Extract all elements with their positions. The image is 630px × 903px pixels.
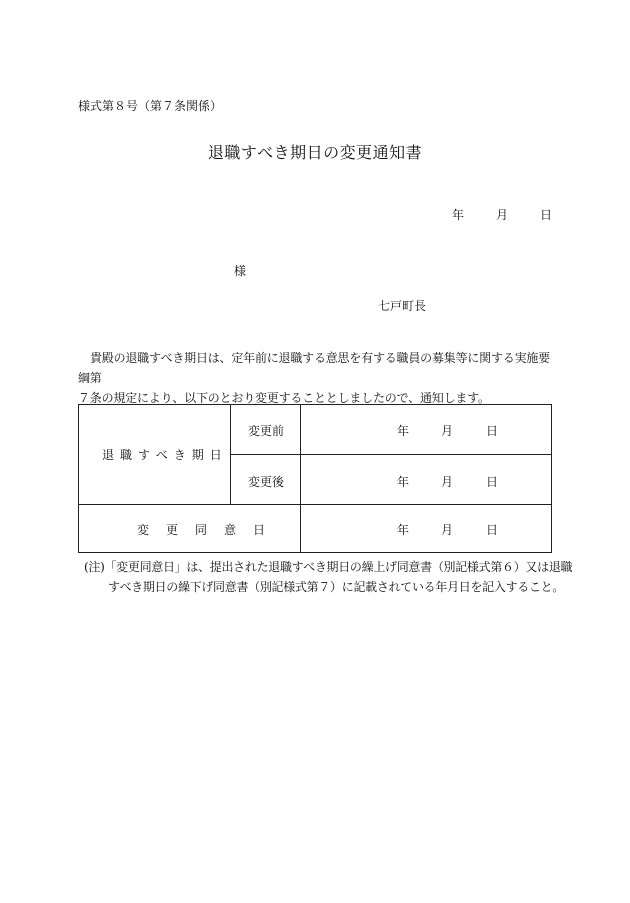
table-divider-label-date bbox=[300, 404, 301, 505]
before-date-month: 月 bbox=[441, 424, 454, 438]
notice-body-line-1: 貴殿の退職すべき期日は、定年前に退職する意思を有する職員の募集等に関する実施要綱第 bbox=[78, 351, 550, 385]
consent-date-day: 日 bbox=[486, 523, 499, 537]
table-divider-before-after bbox=[230, 454, 552, 455]
notice-body bbox=[78, 348, 554, 408]
addressee-suffix: 様 bbox=[234, 264, 247, 278]
after-date-month: 月 bbox=[441, 475, 454, 489]
note-line-1: (注)「変更同意日」は、提出された退職すべき期日の繰上げ同意書（別記様式第６）又は退職 bbox=[84, 560, 573, 574]
note-line-2: すべき期日の繰下げ同意書（別記様式第７）に記載されている年月日を記入すること。 bbox=[108, 580, 565, 594]
before-change-label: 変更前 bbox=[248, 424, 285, 438]
date-day-label: 日 bbox=[540, 208, 553, 222]
before-date-year: 年 bbox=[397, 424, 410, 438]
document-title: 退職すべき期日の変更通知書 bbox=[207, 143, 423, 162]
date-month-label: 月 bbox=[496, 208, 509, 222]
date-year-label: 年 bbox=[452, 208, 465, 222]
consent-date-label: 変更同意日 bbox=[137, 523, 283, 537]
consent-date-year: 年 bbox=[397, 523, 410, 537]
consent-date-month: 月 bbox=[441, 523, 454, 537]
issuer-name: 七戸町長 bbox=[378, 299, 427, 313]
after-date-year: 年 bbox=[397, 475, 410, 489]
table-divider-consent-date bbox=[300, 504, 301, 553]
table-divider-group bbox=[230, 404, 231, 505]
notes bbox=[84, 557, 573, 597]
form-number: 様式第８号（第７条関係） bbox=[78, 99, 223, 113]
before-date-day: 日 bbox=[486, 424, 499, 438]
retirement-date-label: 退職すべき期日 bbox=[102, 448, 228, 462]
notice-body-line-2: ７条の規定により、以下のとおり変更することとしましたので、通知します。 bbox=[78, 391, 490, 405]
after-change-label: 変更後 bbox=[248, 475, 285, 489]
table-divider-consent bbox=[78, 504, 552, 505]
after-date-day: 日 bbox=[486, 475, 499, 489]
